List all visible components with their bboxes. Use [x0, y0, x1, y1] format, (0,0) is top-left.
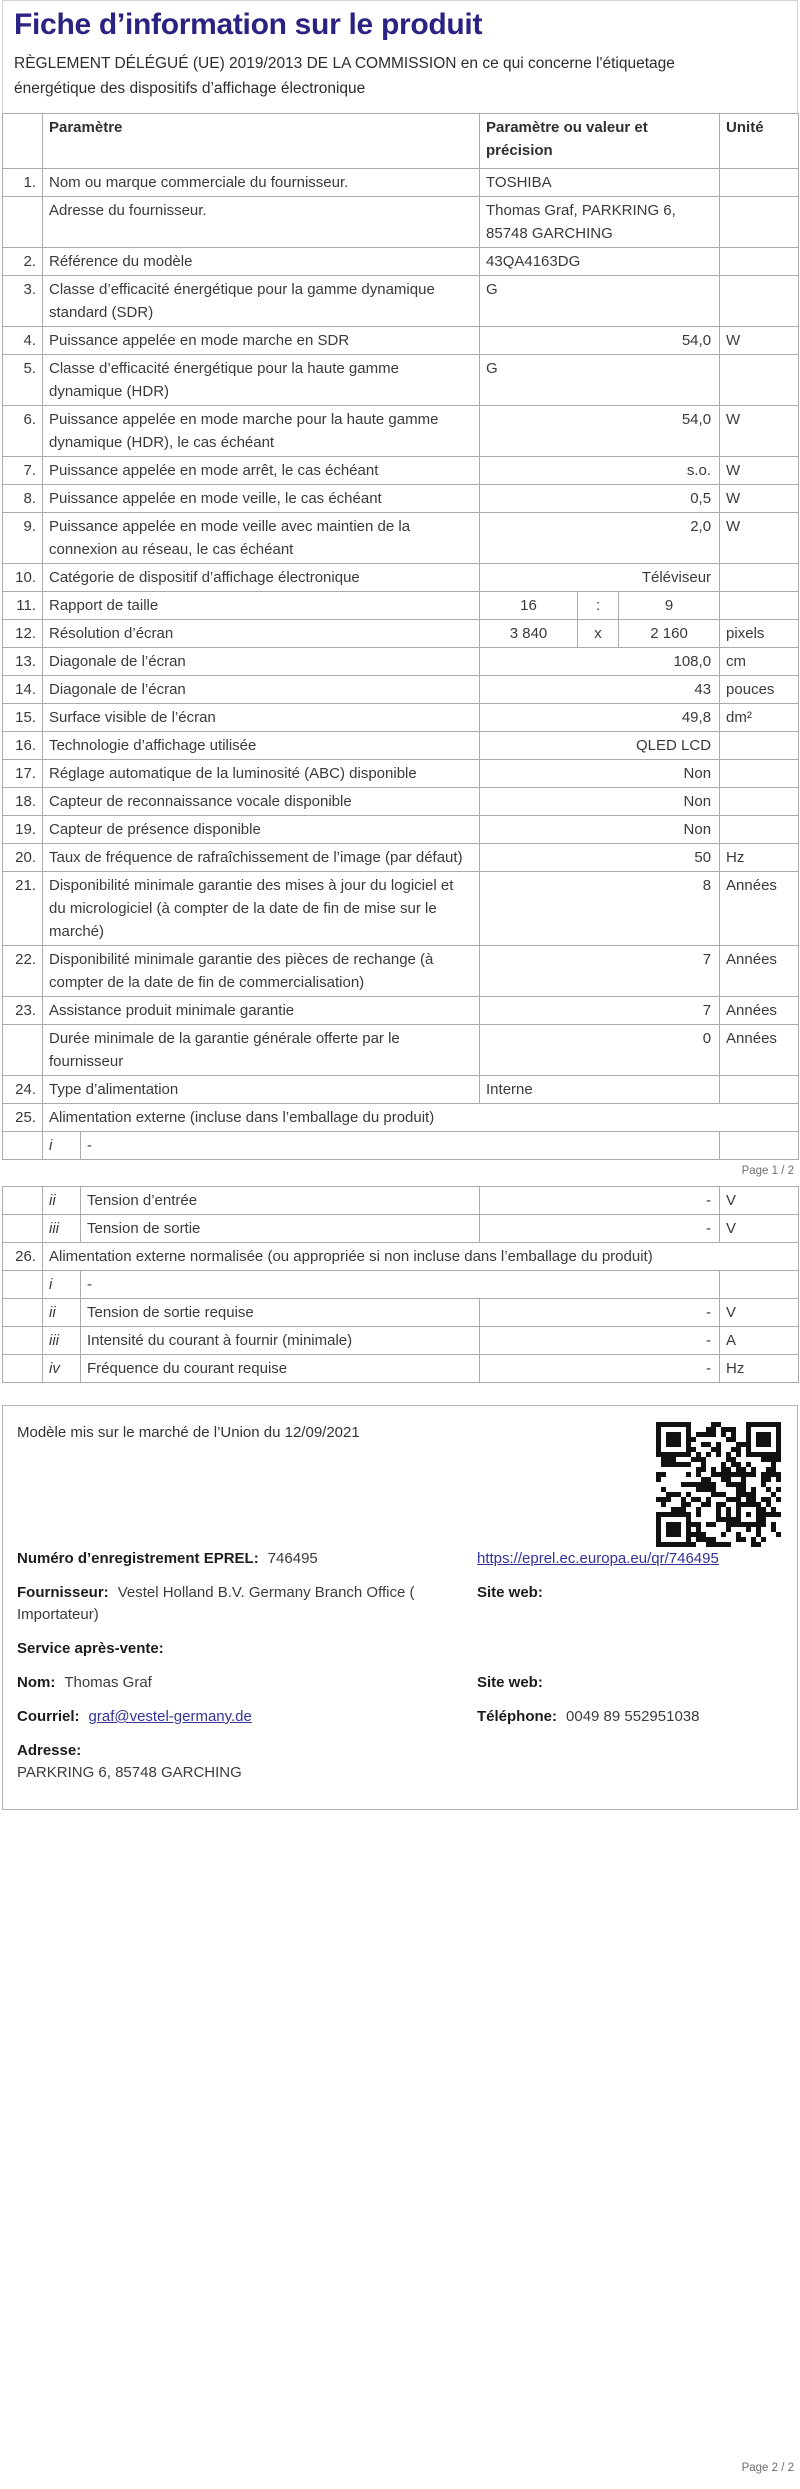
row-unit: V — [720, 1215, 799, 1243]
model-market-date: Modèle mis sur le marché de l’Union du 12/09/2021 — [17, 1424, 360, 1441]
row-label: Taux de fréquence de rafraîchissement de l’image (par défaut) — [43, 844, 480, 872]
table-row — [3, 197, 799, 248]
table-row — [3, 169, 799, 197]
row-unit: cm — [720, 648, 799, 676]
row-unit: A — [720, 1327, 799, 1355]
row-unit: W — [720, 327, 799, 355]
row-number: 14. — [3, 676, 43, 704]
row-unit: V — [720, 1187, 799, 1215]
row-value: QLED LCD — [480, 732, 720, 760]
phone-value: 0049 89 552951038 — [566, 1708, 700, 1725]
row-value: 8 — [480, 872, 720, 946]
row-label: Tension de sortie — [81, 1215, 480, 1243]
row-unit — [720, 276, 799, 327]
row-label: Référence du modèle — [43, 248, 480, 276]
row-value: 7 — [480, 946, 720, 997]
table-row — [3, 1299, 799, 1327]
row-number: 23. — [3, 997, 43, 1025]
eprel-label: Numéro d’enregistrement EPREL: — [17, 1550, 259, 1567]
table-row — [3, 997, 799, 1025]
header-number-cell — [3, 114, 43, 169]
row-value: 54,0 — [480, 327, 720, 355]
row-number — [3, 1299, 43, 1327]
row-label: Surface visible de l’écran — [43, 704, 480, 732]
row-label: Durée minimale de la garantie générale offerte par le fournisseur — [43, 1025, 480, 1076]
row-roman: iii — [43, 1215, 81, 1243]
after-sales-label: Service après-vente: — [17, 1640, 164, 1657]
product-table-page1 — [2, 113, 799, 1160]
table-row — [3, 620, 799, 648]
table-row — [3, 1187, 799, 1215]
row-value: 0 — [480, 1025, 720, 1076]
row-unit: Années — [720, 1025, 799, 1076]
row-value: - — [480, 1327, 720, 1355]
row-value: 7 — [480, 997, 720, 1025]
table-row — [3, 732, 799, 760]
row-value: 50 — [480, 844, 720, 872]
table-row — [3, 844, 799, 872]
table-row — [3, 1104, 799, 1132]
row-label: Catégorie de dispositif d’affichage électronique — [43, 564, 480, 592]
table-row — [3, 485, 799, 513]
row-value: 54,0 — [480, 406, 720, 457]
row-unit — [720, 760, 799, 788]
row-unit: V — [720, 1299, 799, 1327]
row-label: Alimentation externe (incluse dans l’emballage du produit) — [43, 1104, 799, 1132]
row-label: Disponibilité minimale garantie des mises à jour du logiciel et du micrologiciel (à compter de la date de fin de mise sur le marché) — [43, 872, 480, 946]
row-number: 1. — [3, 169, 43, 197]
row-value: Non — [480, 816, 720, 844]
row-unit — [720, 1132, 799, 1160]
row-label: Capteur de reconnaissance vocale disponible — [43, 788, 480, 816]
site-web-label: Site web: — [477, 1584, 543, 1601]
col-header-parameter: Paramètre — [43, 114, 480, 169]
row-number: 3. — [3, 276, 43, 327]
row-roman: i — [43, 1271, 81, 1299]
row-unit — [720, 248, 799, 276]
row-number: 22. — [3, 946, 43, 997]
row-value-separator: : — [578, 592, 619, 620]
row-unit: pixels — [720, 620, 799, 648]
table-header-row — [3, 114, 799, 169]
table-row — [3, 406, 799, 457]
row-unit — [720, 816, 799, 844]
row-value: 43QA4163DG — [480, 248, 720, 276]
row-label: Diagonale de l’écran — [43, 648, 480, 676]
row-value: TOSHIBA — [480, 169, 720, 197]
row-number — [3, 1187, 43, 1215]
table-row — [3, 946, 799, 997]
row-number: 25. — [3, 1104, 43, 1132]
row-value: G — [480, 355, 720, 406]
row-number — [3, 197, 43, 248]
table-row — [3, 676, 799, 704]
row-label: Réglage automatique de la luminosité (ABC) disponible — [43, 760, 480, 788]
col-header-value: Paramètre ou valeur et précision — [480, 114, 720, 169]
table-row — [3, 592, 799, 620]
phone-label: Téléphone: — [477, 1708, 558, 1725]
row-value: 49,8 — [480, 704, 720, 732]
row-value: 43 — [480, 676, 720, 704]
row-number: 8. — [3, 485, 43, 513]
row-label: Alimentation externe normalisée (ou appropriée si non incluse dans l’emballage du produit) — [43, 1243, 799, 1271]
row-number: 19. — [3, 816, 43, 844]
row-number — [3, 1271, 43, 1299]
row-number: 15. — [3, 704, 43, 732]
table-row — [3, 1215, 799, 1243]
row-label: Tension d’entrée — [81, 1187, 480, 1215]
row-value: 2,0 — [480, 513, 720, 564]
supplier-info-grid — [17, 1548, 783, 1796]
row-number: 5. — [3, 355, 43, 406]
table-row — [3, 1076, 799, 1104]
table-row — [3, 248, 799, 276]
row-value: - — [480, 1299, 720, 1327]
row-label: Résolution d’écran — [43, 620, 480, 648]
row-unit — [720, 1271, 799, 1299]
row-number: 13. — [3, 648, 43, 676]
row-label: Rapport de taille — [43, 592, 480, 620]
row-label: Adresse du fournisseur. — [43, 197, 480, 248]
row-unit — [720, 564, 799, 592]
eprel-registration — [17, 1548, 477, 1570]
row-number — [3, 1215, 43, 1243]
row-unit: Années — [720, 946, 799, 997]
row-label: Capteur de présence disponible — [43, 816, 480, 844]
row-value-a: 16 — [480, 592, 578, 620]
table-row — [3, 1355, 799, 1383]
row-label: Puissance appelée en mode arrêt, le cas échéant — [43, 457, 480, 485]
row-value: 0,5 — [480, 485, 720, 513]
row-number: 4. — [3, 327, 43, 355]
row-unit: W — [720, 457, 799, 485]
table-row — [3, 327, 799, 355]
row-value-separator: x — [578, 620, 619, 648]
regulation-text: RÈGLEMENT DÉLÉGUÉ (UE) 2019/2013 DE LA COMMISSION en ce qui concerne l'étiquetage énergétique des dispositifs d’affichage électronique — [14, 55, 675, 97]
row-label: Puissance appelée en mode marche pour la haute gamme dynamique (HDR), le cas échéant — [43, 406, 480, 457]
row-number: 17. — [3, 760, 43, 788]
row-unit — [720, 197, 799, 248]
row-number: 26. — [3, 1243, 43, 1271]
eprel-link-cell — [477, 1548, 783, 1570]
eprel-link[interactable]: https://eprel.ec.europa.eu/qr/746495 — [477, 1550, 719, 1567]
row-label: Classe d’efficacité énergétique pour la haute gamme dynamique (HDR) — [43, 355, 480, 406]
row-number — [3, 1355, 43, 1383]
row-unit: Hz — [720, 1355, 799, 1383]
row-number: 7. — [3, 457, 43, 485]
supplier-info-box — [2, 1405, 798, 1810]
row-value: Non — [480, 760, 720, 788]
row-value: - — [480, 1187, 720, 1215]
table-row — [3, 1132, 799, 1160]
row-unit — [720, 355, 799, 406]
table-row — [3, 872, 799, 946]
row-label: Assistance produit minimale garantie — [43, 997, 480, 1025]
row-unit — [720, 169, 799, 197]
row-unit: W — [720, 513, 799, 564]
row-number: 6. — [3, 406, 43, 457]
row-value: Non — [480, 788, 720, 816]
row-number: 20. — [3, 844, 43, 872]
row-number: 12. — [3, 620, 43, 648]
row-number: 2. — [3, 248, 43, 276]
row-unit: W — [720, 406, 799, 457]
row-number: 24. — [3, 1076, 43, 1104]
row-label: Technologie d’affichage utilisée — [43, 732, 480, 760]
row-unit — [720, 788, 799, 816]
row-value: - — [81, 1271, 720, 1299]
address-value: PARKRING 6, 85748 GARCHING — [17, 1764, 242, 1781]
table-row — [3, 760, 799, 788]
row-label: Puissance appelée en mode veille avec maintien de la connexion au réseau, le cas échéant — [43, 513, 480, 564]
row-value: Thomas Graf, PARKRING 6, 85748 GARCHING — [480, 197, 720, 248]
row-unit — [720, 1076, 799, 1104]
page-1-footer: Page 1 / 2 — [741, 1165, 794, 1177]
table-row — [3, 1271, 799, 1299]
supplier-name: Vestel Holland B.V. Germany Branch Office ( Importateur) — [17, 1584, 415, 1623]
row-value-a: 3 840 — [480, 620, 578, 648]
row-value: - — [480, 1215, 720, 1243]
row-number — [3, 1327, 43, 1355]
phone-row — [477, 1706, 783, 1728]
row-label: Puissance appelée en mode veille, le cas échéant — [43, 485, 480, 513]
row-value-b: 9 — [619, 592, 720, 620]
row-unit: W — [720, 485, 799, 513]
row-label: Type d’alimentation — [43, 1076, 480, 1104]
qr-code — [656, 1422, 781, 1547]
name-value: Thomas Graf — [64, 1674, 152, 1691]
row-label: Intensité du courant à fournir (minimale) — [81, 1327, 480, 1355]
row-unit: pouces — [720, 676, 799, 704]
supplier-label: Fournisseur: — [17, 1584, 109, 1601]
row-value: - — [81, 1132, 720, 1160]
row-roman: ii — [43, 1299, 81, 1327]
row-number: 11. — [3, 592, 43, 620]
row-value: - — [480, 1355, 720, 1383]
row-number: 10. — [3, 564, 43, 592]
row-value: 108,0 — [480, 648, 720, 676]
after-sales-service — [17, 1638, 783, 1660]
row-unit: Hz — [720, 844, 799, 872]
row-number: 21. — [3, 872, 43, 946]
row-number — [3, 1132, 43, 1160]
address-label: Adresse: — [17, 1742, 82, 1759]
row-label: Fréquence du courant requise — [81, 1355, 480, 1383]
row-roman: iii — [43, 1327, 81, 1355]
table-row — [3, 1025, 799, 1076]
row-number: 16. — [3, 732, 43, 760]
row-unit — [720, 592, 799, 620]
row-value-b: 2 160 — [619, 620, 720, 648]
row-number: 18. — [3, 788, 43, 816]
row-label: Diagonale de l’écran — [43, 676, 480, 704]
row-unit: dm² — [720, 704, 799, 732]
row-number — [3, 1025, 43, 1076]
site-web-cell — [477, 1582, 783, 1626]
table-row — [3, 1243, 799, 1271]
header — [2, 0, 798, 113]
row-label: Puissance appelée en mode marche en SDR — [43, 327, 480, 355]
email-row — [17, 1706, 477, 1728]
row-unit — [720, 732, 799, 760]
row-label: Tension de sortie requise — [81, 1299, 480, 1327]
row-label: Classe d’efficacité énergétique pour la gamme dynamique standard (SDR) — [43, 276, 480, 327]
row-value: G — [480, 276, 720, 327]
table-row — [3, 513, 799, 564]
row-roman: i — [43, 1132, 81, 1160]
eprel-number: 746495 — [267, 1550, 318, 1567]
row-unit: Années — [720, 997, 799, 1025]
page-title: Fiche d’information sur le produit — [14, 8, 483, 41]
row-value: s.o. — [480, 457, 720, 485]
email-label: Courriel: — [17, 1708, 80, 1725]
site-web-cell-2 — [477, 1672, 783, 1694]
table-row — [3, 276, 799, 327]
row-label: Disponibilité minimale garantie des pièces de rechange (à compter de la date de fin de commercialisation) — [43, 946, 480, 997]
contact-name-row — [17, 1672, 477, 1694]
row-roman: iv — [43, 1355, 81, 1383]
site-web-label-2: Site web: — [477, 1674, 543, 1691]
name-label: Nom: — [17, 1674, 56, 1691]
row-number: 9. — [3, 513, 43, 564]
row-roman: ii — [43, 1187, 81, 1215]
table-row — [3, 457, 799, 485]
table-row — [3, 648, 799, 676]
col-header-unit: Unité — [720, 114, 799, 169]
qr-code-icon — [656, 1422, 781, 1547]
table-row — [3, 355, 799, 406]
product-table-page2 — [2, 1186, 799, 1383]
email-link[interactable]: graf@vestel-germany.de — [88, 1708, 252, 1725]
supplier-row — [17, 1582, 477, 1626]
table-row — [3, 816, 799, 844]
table-row — [3, 1327, 799, 1355]
row-label: Nom ou marque commerciale du fournisseur. — [43, 169, 480, 197]
table-row — [3, 704, 799, 732]
table-row — [3, 564, 799, 592]
row-value: Téléviseur — [480, 564, 720, 592]
page-2-footer: Page 2 / 2 — [741, 2462, 794, 2474]
address-row — [17, 1740, 783, 1784]
table-row — [3, 788, 799, 816]
row-unit: Années — [720, 872, 799, 946]
row-value: Interne — [480, 1076, 720, 1104]
